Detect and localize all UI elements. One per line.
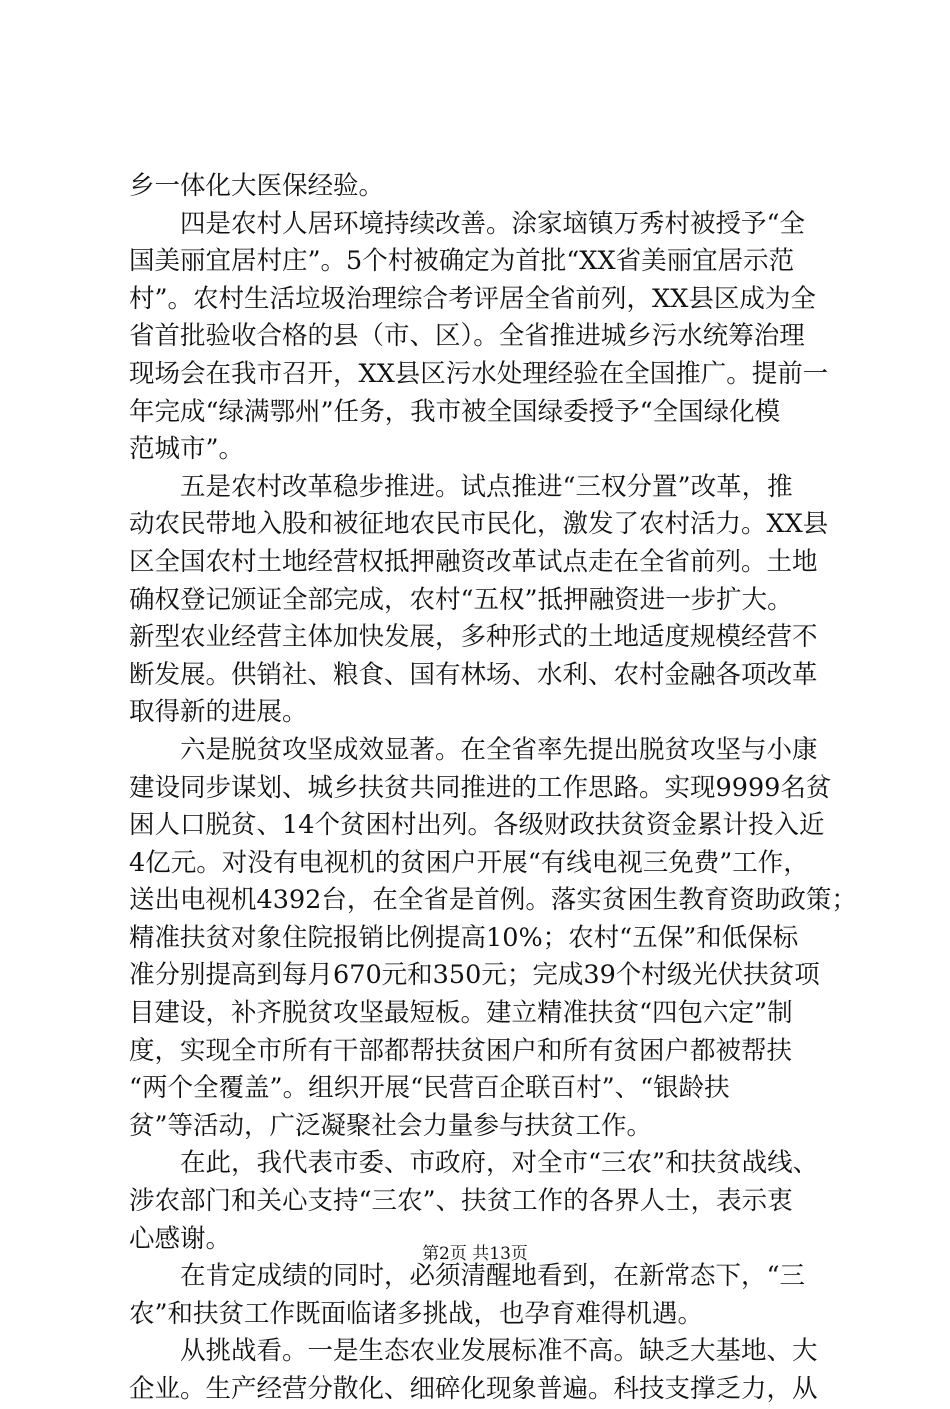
text-line: 目建设，补齐脱贫攻坚最短板。建立精准扶贫“四包六定”制 [129,998,793,1029]
text-line: 在肯定成绩的同时，必须清醒地看到，在新常态下，“三 [129,1261,806,1292]
text-line: 农”和扶贫工作既面临诸多挑战，也孕育难得机遇。 [129,1298,704,1329]
text-line: 度，实现全市所有干部都帮扶贫困户和所有贫困户都被帮扶 [129,1035,793,1066]
text-line: 范城市”。 [129,434,245,465]
text-line: 现场会在我市召开，XX县区污水处理经验在全国推广。提前一 [129,358,829,389]
text-line: 年完成“绿满鄂州”任务，我市被全国绿委授予“全国绿化模 [129,396,781,427]
text-line: 企业。生产经营分散化、细碎化现象普遍。科技支撑乏力，从 [129,1374,818,1404]
text-line: 取得新的进展。 [129,697,308,728]
page-number-footer: 第2页 共13页 [422,1244,528,1264]
text-line: 困人口脱贫、14个贫困村出列。各级财政扶贫资金累计投入近 [129,810,825,841]
body-text [129,168,857,1409]
text-line: 在此，我代表市委、市政府，对全市“三农”和扶贫战线、 [129,1148,819,1179]
text-line: 国美丽宜居村庄”。5个村被确定为首批“XX省美丽宜居示范 [129,246,795,277]
text-line: 五是农村改革稳步推进。试点推进“三权分置”改革，推 [129,471,793,502]
text-line: 送出电视机4392台，在全省是首例。落实贫困生教育资助政策； [129,885,857,916]
text-line: 心感谢。 [129,1223,232,1254]
text-line: 建设同步谋划、城乡扶贫共同推进的工作思路。实现9999名贫 [129,772,832,803]
text-line: 四是农村人居环境持续改善。涂家垴镇万秀村被授予“全 [129,208,806,239]
text-line: 4亿元。对没有电视机的贫困户开展“有线电视三免费”工作， [129,847,809,878]
text-line: 准分别提高到每月670元和350元；完成39个村级光伏扶贫项 [129,960,820,991]
text-line: “两个全覆盖”。组织开展“民营百企联百村”、“银龄扶 [129,1073,730,1104]
text-line: 贫”等活动，广泛凝聚社会力量参与扶贫工作。 [129,1110,653,1141]
text-line: 村”。农村生活垃圾治理综合考评居全省前列，XX县区成为全 [129,283,816,314]
text-line: 六是脱贫攻坚成效显著。在全省率先提出脱贫攻坚与小康 [129,734,818,765]
text-line: 省首批验收合格的县（市、区）。全省推进城乡污水统筹治理 [129,321,805,352]
text-line: 确权登记颁证全部完成，农村“五权”抵押融资进一步扩大。 [129,584,793,615]
text-line: 精准扶贫对象住院报销比例提高10%；农村“五保”和低保标 [129,922,799,953]
text-line: 乡一体化大医保经验。 [129,171,385,201]
text-line: 动农民带地入股和被征地农民市民化，激发了农村活力。XX县 [129,509,829,540]
text-line: 涉农部门和关心支持“三农”、扶贫工作的各界人士，表示衷 [129,1186,793,1217]
text-line: 断发展。供销社、粮食、国有林场、水利、农村金融各项改革 [129,659,818,690]
text-line: 从挑战看。一是生态农业发展标准不高。缺乏大基地、大 [129,1336,818,1367]
text-line: 新型农业经营主体加快发展，多种形式的土地适度规模经营不 [129,622,818,653]
text-line: 区全国农村土地经营权抵押融资改革试点走在全省前列。土地 [129,546,818,577]
